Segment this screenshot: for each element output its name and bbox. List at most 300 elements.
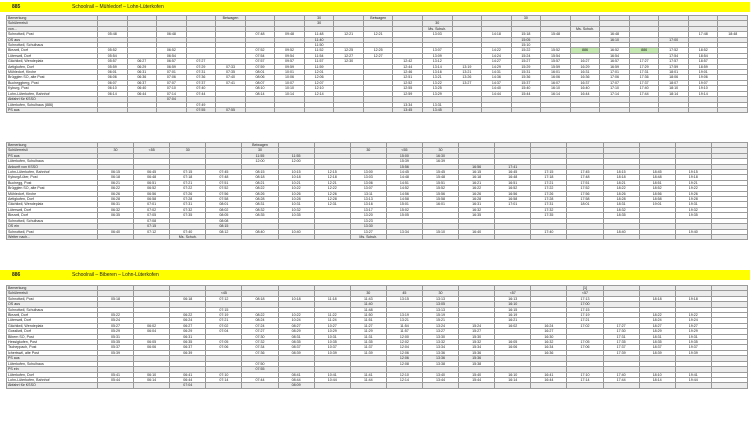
time-cell: 15:00: [386, 153, 422, 158]
time-cell: 08:21: [242, 180, 278, 185]
time-cell: 07:37: [186, 80, 216, 85]
time-cell: 16:15: [459, 170, 495, 175]
time-cell: 08:44: [278, 377, 314, 382]
time-cell: 12:52: [393, 80, 423, 85]
time-cell: 18:58: [639, 197, 675, 202]
time-cell: 05:54: [98, 53, 128, 58]
time-cell: 13:21: [386, 318, 422, 323]
time-cell: 07:31: [186, 70, 216, 75]
time-cell: 06:15: [98, 170, 134, 175]
time-cell: 18:14: [639, 377, 675, 382]
time-cell: 11:57: [304, 59, 334, 64]
time-cell: 06:36: [127, 75, 157, 80]
time-cell: 16:01: [422, 202, 458, 207]
time-cell: 17:44: [629, 91, 659, 96]
stop-name: Lüterkofen, Schulhaus: [7, 159, 98, 164]
time-cell: 11:50: [304, 43, 334, 48]
time-cell: 06:24: [170, 318, 206, 323]
time-cell: 886: [570, 48, 600, 53]
time-cell: 19:22: [675, 313, 711, 318]
time-cell: 08:18: [242, 296, 278, 301]
time-cell: 19:32: [675, 207, 711, 212]
time-cell: 18:22: [603, 186, 639, 191]
time-cell: 05:18: [98, 296, 134, 301]
time-cell: 07:04: [157, 97, 187, 102]
time-cell: 06:57: [157, 59, 187, 64]
time-cell: 17:01: [600, 70, 630, 75]
stop-name: Schnottwil, Post: [7, 32, 98, 37]
time-cell: 16:45: [495, 170, 531, 175]
time-cell: 07:57: [245, 59, 275, 64]
time-cell: 13:19: [386, 313, 422, 318]
time-cell: 16:10: [541, 86, 571, 91]
time-cell: 05:48: [98, 32, 128, 37]
time-cell: <57: [495, 291, 531, 296]
time-cell: 16:02: [495, 323, 531, 328]
stop-name: Aetigkofen, Dorf: [7, 64, 98, 69]
line-code: 885: [12, 4, 21, 10]
time-cell: 16:44: [570, 91, 600, 96]
stop-name: Kyburg, Post: [7, 86, 98, 91]
time-cell: 16:14: [541, 91, 571, 96]
time-cell: 07:36: [186, 75, 216, 80]
time-cell: 10:21: [278, 180, 314, 185]
time-cell: 18:54: [688, 53, 718, 58]
time-cell: 10:32: [278, 207, 314, 212]
time-cell: 07:29: [186, 64, 216, 69]
time-cell: 16:22: [459, 186, 495, 191]
time-cell: 07:01: [157, 70, 187, 75]
time-cell: 12:25: [363, 48, 393, 53]
time-cell: [1]: [567, 286, 603, 291]
time-cell: 15:48: [541, 32, 571, 37]
time-cell: [452, 107, 482, 112]
time-cell: 15:10: [511, 43, 541, 48]
time-cell: 15:56: [386, 164, 422, 169]
time-cell: 15:56: [422, 191, 458, 196]
time-cell: 10:26: [278, 191, 314, 196]
line-code: 886: [12, 272, 21, 278]
time-cell: 16:01: [541, 70, 571, 75]
time-cell: 13:13: [422, 307, 458, 312]
time-cell: 13:20: [350, 213, 386, 218]
time-cell: 06:27: [170, 323, 206, 328]
time-cell: 07:18: [170, 175, 206, 180]
time-cell: 15:48: [422, 175, 458, 180]
time-cell: 19:07: [688, 80, 718, 85]
time-cell: 16:05: [495, 340, 531, 345]
time-cell: 17:00: [567, 302, 603, 307]
time-cell: [459, 234, 495, 239]
time-cell: 08:32: [242, 207, 278, 212]
time-cell: 08:02: [206, 207, 242, 212]
time-cell: 16:32: [531, 340, 567, 345]
stop-name: PS aus: [7, 107, 98, 112]
time-cell: 18:28: [603, 197, 639, 202]
time-cell: 08:09: [278, 383, 314, 388]
time-cell: [688, 107, 718, 112]
time-cell: [531, 383, 567, 388]
time-cell: 07:51: [206, 180, 242, 185]
time-cell: 06:04: [134, 329, 170, 334]
stop-name: Gächliwil, Wendeplatz: [7, 59, 98, 64]
time-cell: 07:58: [206, 197, 242, 202]
time-cell: 07:48: [245, 32, 275, 37]
time-cell: 11:31: [350, 334, 386, 339]
time-cell: 16:29: [570, 64, 600, 69]
time-cell: 16:35: [459, 213, 495, 218]
time-cell: 19:39: [675, 350, 711, 355]
time-cell: 11:48: [304, 32, 334, 37]
time-cell: 16:36: [570, 75, 600, 80]
time-cell: 07:04: [206, 329, 242, 334]
time-cell: 16:13: [495, 296, 531, 301]
time-cell: 14:24: [482, 53, 512, 58]
time-cell: 10:37: [314, 345, 350, 350]
timetable-885-return: [6, 142, 748, 240]
time-cell: [98, 234, 134, 239]
time-cell: 07:04: [170, 383, 206, 388]
time-cell: 12:59: [393, 91, 423, 96]
timetable-885-outbound: [6, 15, 748, 113]
time-cell: [567, 234, 603, 239]
time-cell: 16:06: [495, 345, 531, 350]
time-cell: 11:51: [350, 318, 386, 323]
time-cell: 19:24: [675, 318, 711, 323]
time-cell: [334, 107, 364, 112]
stop-name: PS aus: [7, 356, 98, 361]
time-cell: 15:24: [511, 53, 541, 58]
time-cell: 06:40: [98, 229, 134, 234]
time-cell: 10:24: [278, 318, 314, 323]
time-cell: 15:10: [422, 229, 458, 234]
time-cell: 19:29: [675, 329, 711, 334]
time-cell: 06:45: [134, 170, 170, 175]
time-cell: 12:02: [386, 340, 422, 345]
time-cell: 19:22: [675, 186, 711, 191]
time-cell: 17:10: [567, 372, 603, 377]
time-cell: 17:31: [629, 70, 659, 75]
time-cell: 30: [304, 16, 334, 21]
time-cell: 12:10: [304, 86, 334, 91]
time-cell: 09:57: [275, 59, 305, 64]
stop-name: Schülerreisli: [7, 21, 98, 26]
time-cell: 18:26: [603, 191, 639, 196]
time-cell: 11:55: [242, 153, 278, 158]
stop-name: von...: [7, 26, 98, 31]
time-cell: 17:39: [603, 350, 639, 355]
stop-name: Biezwil, Dorf: [7, 48, 98, 53]
time-cell: 10:29: [314, 329, 350, 334]
time-cell: 08:15: [206, 224, 242, 229]
time-cell: 15:27: [459, 329, 495, 334]
time-cell: 08:35: [242, 213, 278, 218]
time-cell: 10:35: [314, 340, 350, 345]
time-cell: 07:36: [242, 350, 278, 355]
time-cell: 07:41: [216, 80, 246, 85]
time-cell: 15:44: [459, 377, 495, 382]
time-cell: 17:10: [600, 86, 630, 91]
time-cell: 17:40: [629, 86, 659, 91]
time-cell: [659, 107, 689, 112]
time-cell: 06:22: [98, 186, 134, 191]
time-cell: 17:26: [531, 191, 567, 196]
time-cell: 18:01: [567, 202, 603, 207]
time-cell: 10:44: [314, 377, 350, 382]
time-cell: 16:59: [600, 64, 630, 69]
stop-name: Weiter nach...: [7, 234, 98, 239]
time-cell: 17:18: [531, 175, 567, 180]
time-cell: 13:11: [350, 191, 386, 196]
time-cell: 13:03: [423, 32, 453, 37]
stop-name: Lohn-Lüterkofen, Bahnhof: [7, 377, 98, 382]
time-cell: 12:51: [393, 75, 423, 80]
time-cell: 08:08: [206, 218, 242, 223]
stop-name: Lüterkofen, Schulhaus (886): [7, 102, 98, 107]
time-cell: 07:01: [134, 202, 170, 207]
time-cell: 06:51: [134, 180, 170, 185]
time-cell: 17:15: [531, 170, 567, 175]
time-cell: 18:52: [639, 186, 675, 191]
stop-name: Aetigkofen, Dorf: [7, 197, 98, 202]
time-cell: 19:27: [675, 323, 711, 328]
stop-name: Lüterswil, Dorf: [7, 207, 98, 212]
time-cell: 45: [386, 291, 422, 296]
time-cell: 10:14: [275, 91, 305, 96]
time-cell: Ms. Schuh.: [570, 26, 600, 31]
time-cell: 18:15: [603, 170, 639, 175]
time-cell: 11:35: [350, 340, 386, 345]
time-cell: 14:56: [386, 191, 422, 196]
time-cell: 07:12: [206, 296, 242, 301]
time-cell: 19:15: [675, 170, 711, 175]
time-cell: 12:14: [386, 377, 422, 382]
time-cell: 18:48: [639, 175, 675, 180]
stop-name: Brügglen SO, alte Post: [7, 186, 98, 191]
time-cell: 08:14: [245, 91, 275, 96]
time-cell: Ms. Schuh.: [350, 234, 386, 239]
time-cell: 16:19: [495, 313, 531, 318]
time-cell: 19:35: [675, 340, 711, 345]
timetable-row: [7, 107, 748, 112]
time-cell: 16:41: [531, 372, 567, 377]
time-cell: 06:02: [134, 323, 170, 328]
line-name: Schoolrail – Mühledorf – Lohn-Lüterkofen: [72, 4, 164, 10]
time-cell: 07:05: [206, 340, 242, 345]
time-cell: 11:39: [350, 350, 386, 355]
time-cell: 16:10: [600, 37, 630, 42]
time-cell: 16:30: [422, 153, 458, 158]
time-cell: 10:07: [275, 80, 305, 85]
time-cell: 11:54: [386, 323, 422, 328]
time-cell: 13:27: [422, 329, 458, 334]
time-cell: 17:14: [567, 377, 603, 382]
time-cell: 15:44: [511, 91, 541, 96]
time-cell: 13:27: [350, 229, 386, 234]
time-cell: 06:48: [134, 175, 170, 180]
time-cell: [711, 383, 747, 388]
time-cell: 16:39: [422, 159, 458, 164]
time-cell: [541, 107, 571, 112]
time-cell: 07:33: [216, 64, 246, 69]
stop-name: OS aus: [7, 37, 98, 42]
time-cell: Beiwagen: [242, 143, 278, 148]
stop-name: Schnottwil, Schulhaus: [7, 218, 98, 223]
time-cell: 07:10: [206, 372, 242, 377]
time-cell: Ms. Schuh.: [423, 26, 453, 31]
time-cell: 14:44: [482, 91, 512, 96]
time-cell: 08:01: [245, 70, 275, 75]
time-cell: 06:18: [98, 175, 134, 180]
time-cell: 06:29: [170, 329, 206, 334]
time-cell: [531, 234, 567, 239]
time-cell: 15:29: [511, 64, 541, 69]
time-cell: 18:40: [603, 229, 639, 234]
time-cell: 17:41: [495, 164, 531, 169]
time-cell: 11:43: [350, 296, 386, 301]
time-cell: 30: [170, 148, 206, 153]
time-cell: 08:41: [278, 372, 314, 377]
time-cell: 07:14: [157, 91, 187, 96]
time-cell: 18:10: [639, 372, 675, 377]
time-cell: 17:37: [603, 345, 639, 350]
time-cell: 12:04: [386, 345, 422, 350]
time-cell: 18:18: [603, 175, 639, 180]
time-cell: 17:36: [629, 75, 659, 80]
time-cell: 10:06: [275, 75, 305, 80]
time-cell: 15:21: [422, 318, 458, 323]
time-cell: 08:07: [245, 80, 275, 85]
time-cell: 19:41: [675, 372, 711, 377]
time-cell: 08:31: [278, 334, 314, 339]
time-cell: 16:28: [459, 197, 495, 202]
time-cell: 08:06: [245, 75, 275, 80]
time-cell: 13:36: [422, 356, 458, 361]
time-cell: 886: [629, 48, 659, 53]
time-cell: 13:27: [452, 80, 482, 85]
time-cell: 07:34: [242, 345, 278, 350]
time-cell: [314, 383, 350, 388]
time-cell: 12:26: [314, 191, 350, 196]
time-cell: 07:40: [170, 229, 206, 234]
time-cell: 07:45: [206, 170, 242, 175]
stop-name: PS ein: [7, 367, 98, 372]
time-cell: 16:40: [570, 86, 600, 91]
time-cell: 13:16: [423, 70, 453, 75]
time-cell: 13:32: [422, 340, 458, 345]
time-cell: 15:34: [459, 345, 495, 350]
time-cell: 11:52: [304, 48, 334, 53]
time-cell: 18:57: [688, 59, 718, 64]
time-cell: [675, 383, 711, 388]
time-cell: 13:30: [422, 334, 458, 339]
time-cell: 06:26: [98, 191, 134, 196]
time-cell: [639, 383, 675, 388]
time-cell: <55: [134, 148, 170, 153]
time-cell: 07:44: [242, 377, 278, 382]
time-cell: 13:24: [422, 323, 458, 328]
time-cell: 17:56: [567, 191, 603, 196]
time-cell: 08:39: [278, 350, 314, 355]
time-cell: [127, 107, 157, 112]
time-cell: 07:32: [242, 340, 278, 345]
time-cell: 18:52: [688, 48, 718, 53]
stop-name: Lüterswil, Dorf: [7, 318, 98, 323]
time-cell: 18:24: [639, 318, 675, 323]
time-cell: 15:27: [511, 59, 541, 64]
time-cell: 07:21: [170, 180, 206, 185]
time-cell: 13:45: [393, 107, 423, 112]
time-cell: 07:35: [216, 70, 246, 75]
time-cell: [567, 383, 603, 388]
time-cell: 07:35: [170, 213, 206, 218]
time-cell: 06:58: [134, 197, 170, 202]
time-cell: 18:35: [603, 213, 639, 218]
time-cell: 16:34: [531, 345, 567, 350]
time-cell: 10:15: [278, 170, 314, 175]
stop-name: Lohn-Lüterkofen, Bahnhof: [7, 170, 98, 175]
time-cell: 10:18: [278, 175, 314, 180]
time-cell: 13:29: [423, 91, 453, 96]
time-cell: 17:06: [567, 345, 603, 350]
time-cell: 15:18: [511, 32, 541, 37]
time-cell: 11:59: [304, 64, 334, 69]
time-cell: 16:15: [495, 307, 531, 312]
time-cell: 07:54: [245, 53, 275, 58]
time-cell: 16:44: [531, 377, 567, 382]
time-cell: 15:22: [511, 48, 541, 53]
time-cell: 07:06: [206, 345, 242, 350]
time-cell: 18:21: [603, 180, 639, 185]
time-cell: 17:00: [659, 37, 689, 42]
time-cell: 13:34: [393, 102, 423, 107]
time-cell: 05:39: [98, 350, 134, 355]
time-cell: 08:24: [242, 318, 278, 323]
time-cell: [675, 234, 711, 239]
stop-name: Bibern SO, Post: [7, 334, 98, 339]
time-cell: 17:51: [567, 180, 603, 185]
time-cell: 18:51: [639, 180, 675, 185]
time-cell: 19:31: [675, 202, 711, 207]
time-cell: 06:31: [170, 334, 206, 339]
time-cell: [711, 234, 747, 239]
time-cell: 12:21: [314, 180, 350, 185]
time-cell: 07:22: [170, 186, 206, 191]
time-cell: [206, 234, 242, 239]
time-cell: 10:18: [278, 296, 314, 301]
time-cell: 09:48: [275, 32, 305, 37]
time-cell: 07:52: [245, 48, 275, 53]
time-cell: 18:06: [659, 75, 689, 80]
time-cell: 07:02: [206, 323, 242, 328]
time-cell: 17:57: [659, 59, 689, 64]
stop-name: Biezwil, Dorf: [7, 213, 98, 218]
time-cell: 06:52: [157, 48, 187, 53]
time-cell: Beiwagen: [363, 16, 393, 21]
time-cell: 15:54: [541, 53, 571, 58]
time-cell: 08:22: [242, 186, 278, 191]
time-cell: 10:39: [314, 350, 350, 355]
time-cell: 08:28: [242, 197, 278, 202]
time-cell: 15:37: [511, 80, 541, 85]
time-cell: 13:34: [422, 345, 458, 350]
time-cell: 16:21: [459, 180, 495, 185]
time-cell: 05:59: [98, 64, 128, 69]
stop-name: Mühledorf, Kirche: [7, 191, 98, 196]
time-cell: 12:31: [314, 202, 350, 207]
time-cell: 14:52: [386, 186, 422, 191]
time-cell: 16:31: [459, 202, 495, 207]
